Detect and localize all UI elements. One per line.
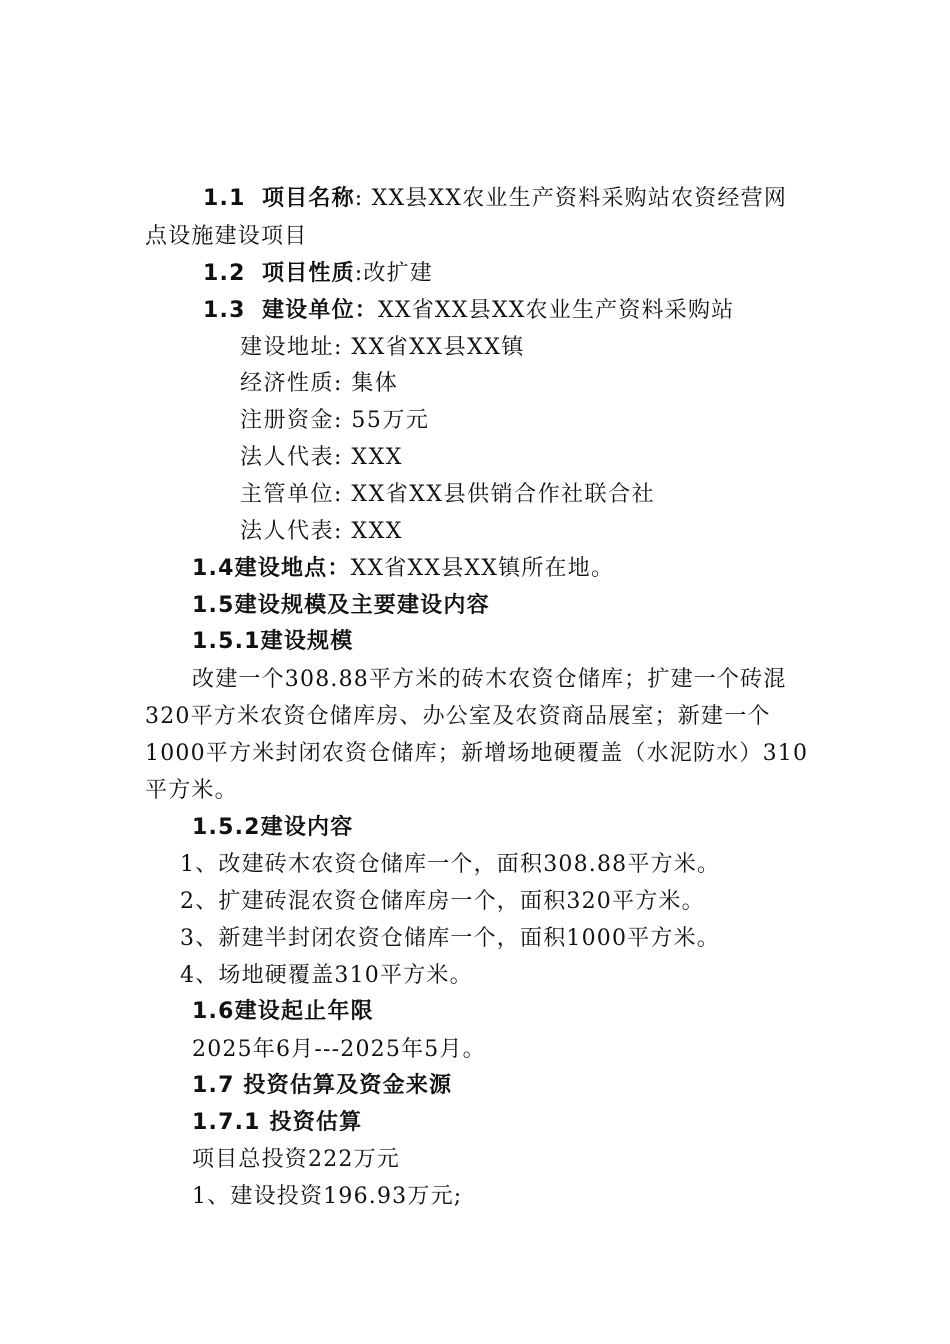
list-item: 2、扩建砖混农资仓储库房一个，面积320平方米。 <box>180 889 705 914</box>
detail-label: 法人代表: <box>240 445 343 470</box>
section-value: : XX县XX农业生产资料采购站农资经营网 <box>354 186 788 211</box>
section-1-7-1-heading: 1.7.1 投资估算 <box>192 1110 363 1135</box>
section-1-3 <box>203 296 734 326</box>
paragraph-line: 1、建设投资196.93万元; <box>192 1184 463 1209</box>
detail-value: 集体 <box>351 371 399 396</box>
section-1-5-heading: 1.5建设规模及主要建设内容 <box>192 593 490 618</box>
detail-economic-nature <box>240 369 398 399</box>
section-1-1-line-2: 点设施建设项目 <box>145 224 308 249</box>
detail-value: 55万元 <box>351 408 430 433</box>
list-item: 1、改建砖木农资仓储库一个，面积308.88平方米。 <box>180 852 721 877</box>
paragraph-line: 改建一个308.88平方米的砖木农资仓储库；扩建一个砖混 <box>192 667 787 692</box>
paragraph-line: 平方米。 <box>145 778 238 803</box>
section-1-1-line-1 <box>203 184 787 214</box>
detail-value: XX省XX县XX镇 <box>351 335 525 360</box>
list-item: 3、新建半封闭农资仓储库一个，面积1000平方米。 <box>180 926 720 951</box>
section-number: 1.1 <box>203 186 246 211</box>
section-label: 项目性质 <box>261 261 355 286</box>
section-1-7-heading: 1.7 投资估算及资金来源 <box>192 1073 453 1098</box>
section-1-5-1-heading: 1.5.1建设规模 <box>192 629 354 654</box>
section-value: :改扩建 <box>354 261 433 286</box>
section-number: 1.3 <box>203 298 246 323</box>
paragraph-line: 320平方米农资仓储库房、办公室及农资商品展室；新建一个 <box>145 704 771 729</box>
section-number: 1.2 <box>203 261 246 286</box>
detail-registered-capital <box>240 406 429 436</box>
detail-value: XXX <box>351 519 403 544</box>
detail-label: 注册资金: <box>240 408 343 433</box>
section-label: 建设单位： <box>261 298 378 323</box>
paragraph-line: 1000平方米封闭农资仓储库；新增场地硬覆盖（水泥防水）310 <box>145 741 809 766</box>
section-value: XX省XX县XX农业生产资料采购站 <box>377 298 735 323</box>
detail-label: 主管单位: <box>240 482 343 507</box>
section-heading: 1.4建设地点： <box>192 556 351 581</box>
list-item: 4、场地硬覆盖310平方米。 <box>180 963 473 988</box>
detail-label: 经济性质: <box>240 371 343 396</box>
section-1-2 <box>203 259 433 289</box>
section-value: XX省XX县XX镇所在地。 <box>350 556 615 581</box>
detail-address <box>240 333 525 363</box>
section-1-4 <box>192 554 614 584</box>
section-1-6-heading: 1.6建设起止年限 <box>192 999 374 1024</box>
paragraph-line: 项目总投资222万元 <box>192 1147 400 1172</box>
detail-legal-rep-2 <box>240 517 403 547</box>
section-1-5-2-heading: 1.5.2建设内容 <box>192 815 354 840</box>
detail-value: XXX <box>351 445 403 470</box>
detail-value: XX省XX县供销合作社联合社 <box>351 482 656 507</box>
detail-label: 建设地址: <box>240 335 343 360</box>
detail-supervisor <box>240 480 655 510</box>
section-1-6-value: 2025年6月---2025年5月。 <box>192 1037 486 1062</box>
section-label: 项目名称 <box>261 186 355 211</box>
detail-label: 法人代表: <box>240 519 343 544</box>
detail-legal-rep <box>240 443 403 473</box>
